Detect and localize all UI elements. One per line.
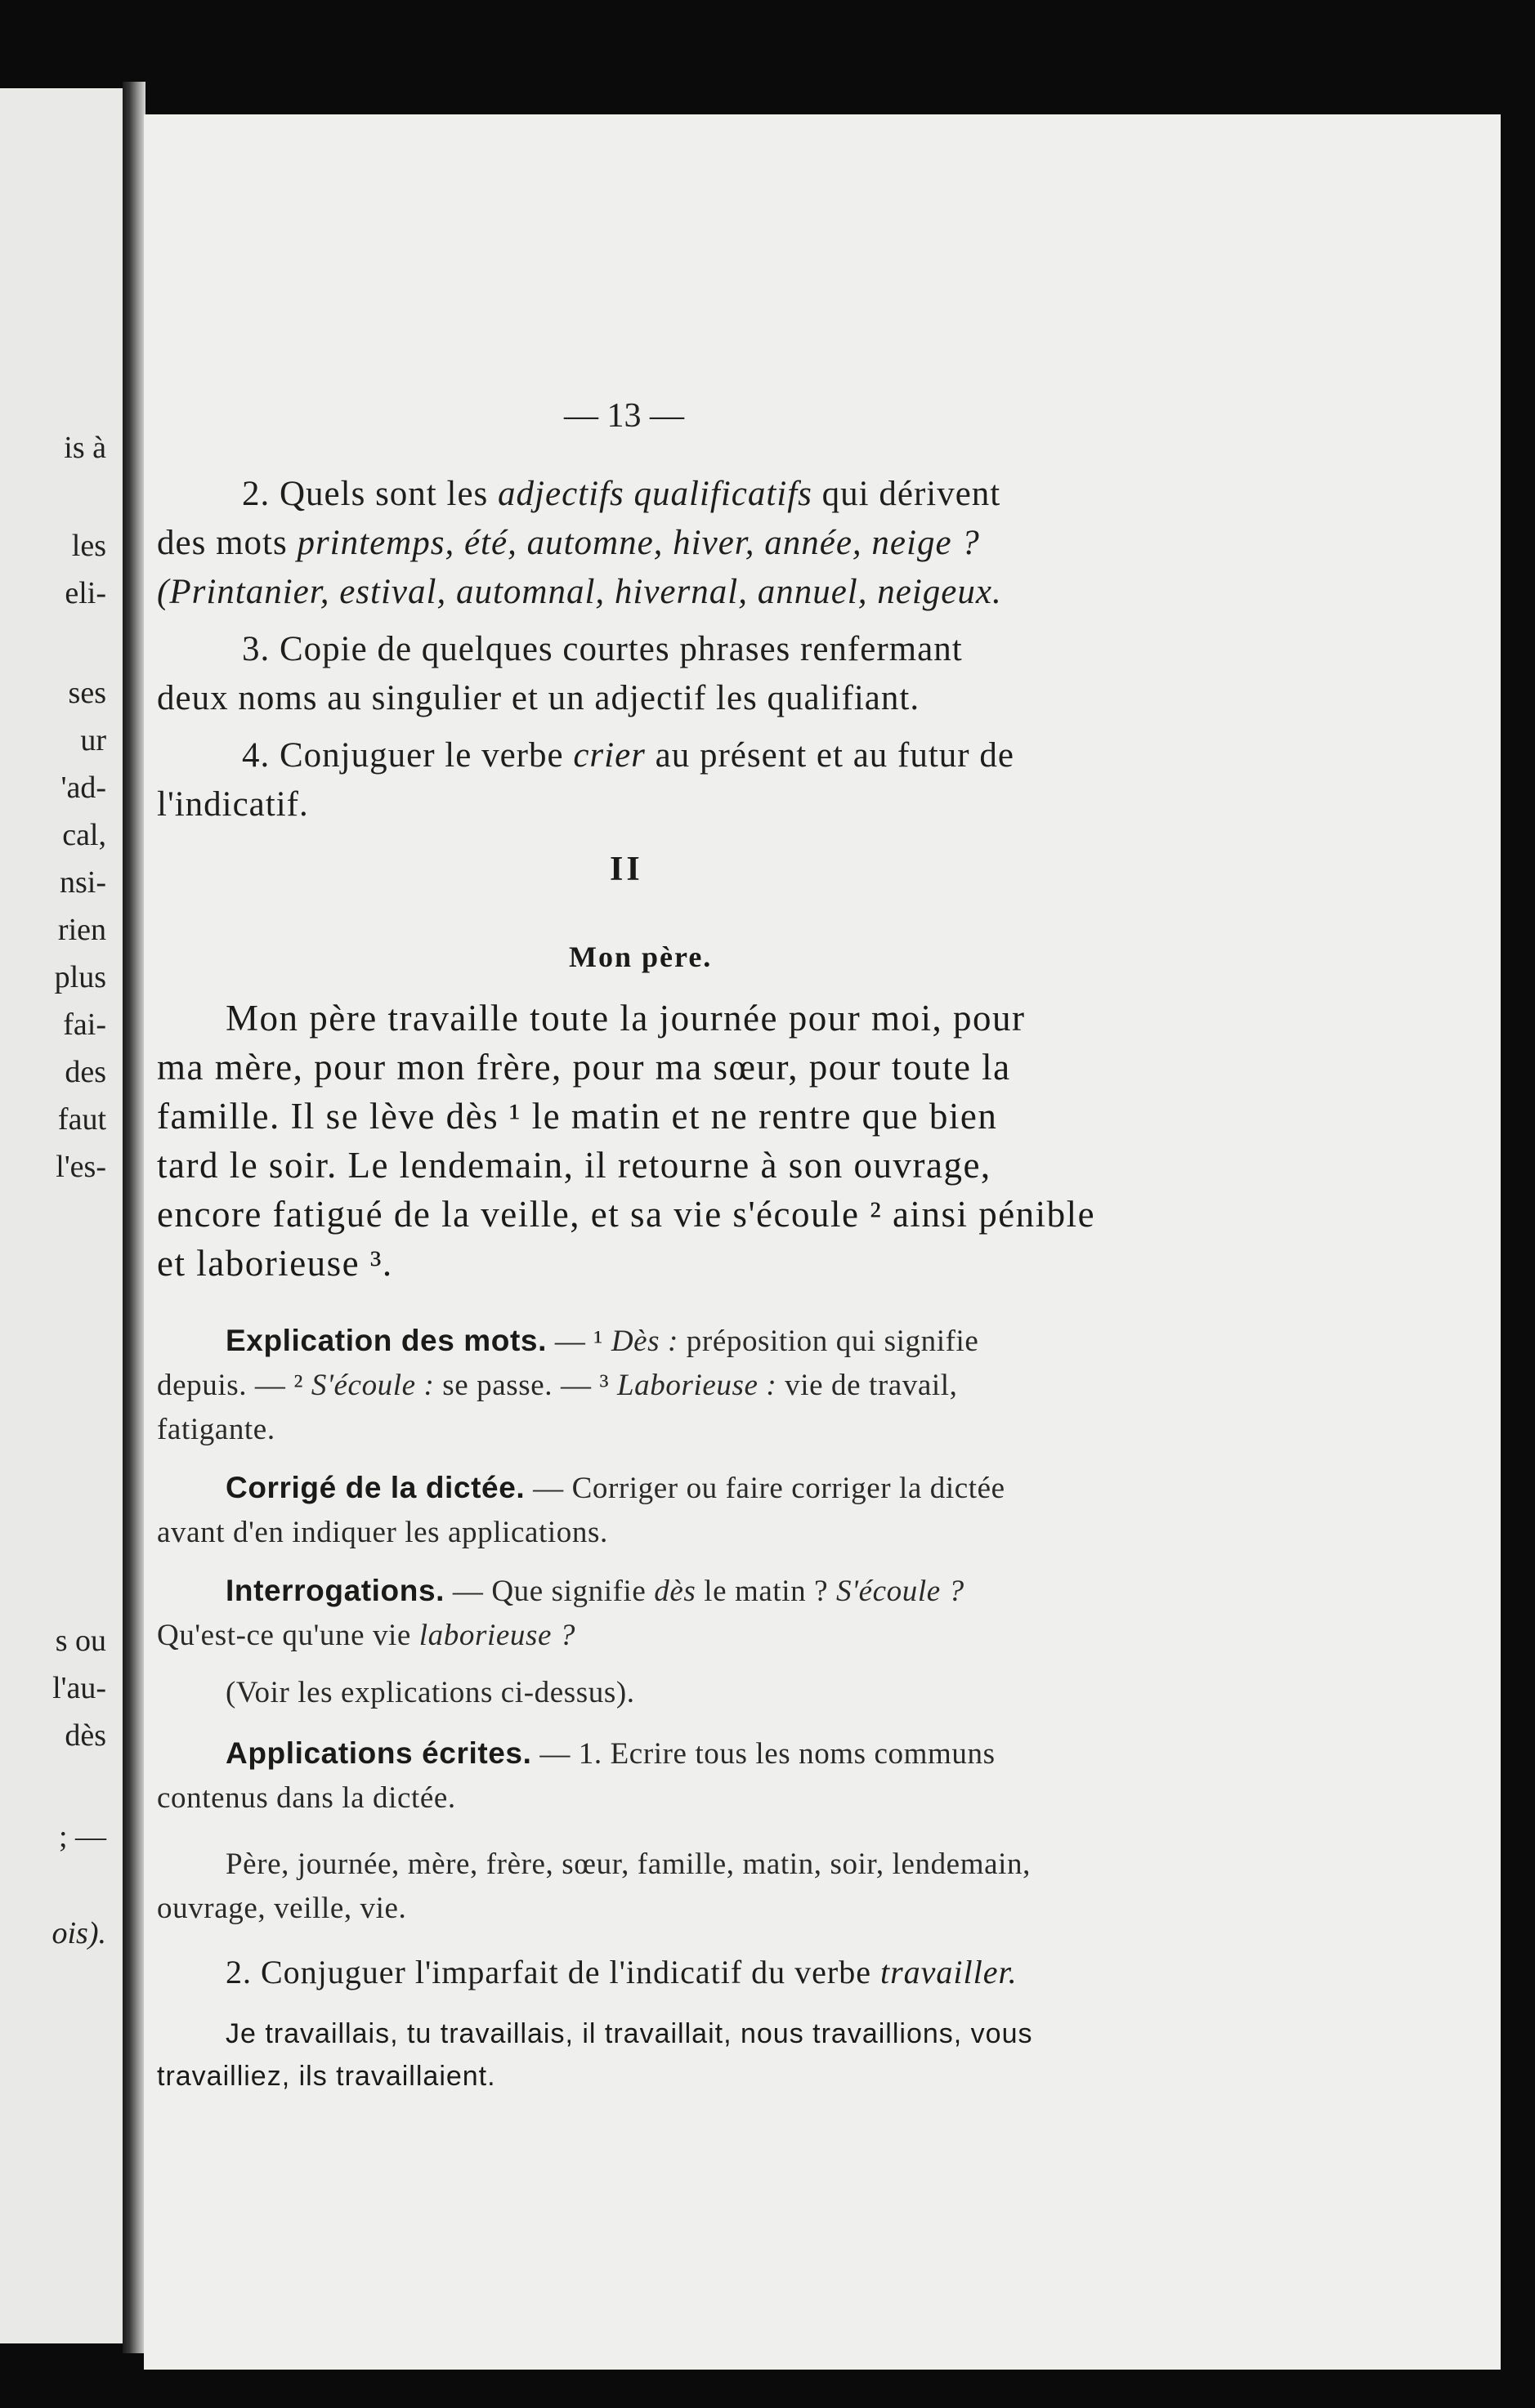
dictation-line: tard le soir. Le lendemain, il retourne à son ouvrage, (157, 1145, 991, 1186)
text-run-italic: S'écoule ? (835, 1575, 964, 1608)
dictation-line: famille. Il se lève dès ¹ le matin et ne rentre que bien (157, 1096, 998, 1137)
dictation-line: et laborieuse ³. (157, 1243, 393, 1284)
text-run: — Corriger ou faire corriger la dictée (525, 1472, 1005, 1505)
corrige-line-2: avant d'en indiquer les applications. (157, 1516, 608, 1549)
left-fragment: l'au- (52, 1671, 106, 1705)
text-run: — 1. Ecrire tous les noms communs (531, 1737, 996, 1771)
text-run: vie de travail, (776, 1369, 958, 1402)
exercise-3-line-1: 3. Copie de quelques courtes phrases renfermant (242, 630, 963, 668)
explication-line-1 (226, 1324, 978, 1359)
exercise-4-line-1 (242, 735, 1014, 775)
book-page (144, 114, 1501, 2370)
applications-exercise-2 (226, 1953, 1018, 1991)
text-run: 2. Conjuguer l'imparfait de l'indicatif du verbe (226, 1954, 880, 1990)
applications-answer-2: ouvrage, veille, vie. (157, 1892, 407, 1925)
left-fragment: rien (57, 913, 106, 947)
applications-line-2: contenus dans la dictée. (157, 1781, 456, 1815)
left-fragment: ses (68, 676, 106, 710)
text-run: préposition qui signifie (678, 1325, 979, 1358)
left-fragment: ois). (51, 1916, 106, 1950)
left-fragment: fai- (63, 1007, 106, 1042)
text-run-italic: crier (573, 736, 646, 775)
left-fragment: s ou (55, 1624, 106, 1658)
exercise-2-line-2 (157, 523, 980, 563)
text-run: — Que signifie (445, 1575, 655, 1608)
explication-heading: Explication des mots. (226, 1324, 547, 1357)
section-number: II (610, 851, 643, 888)
left-fragment: faut (57, 1102, 106, 1137)
applications-line-1 (226, 1736, 996, 1771)
left-fragment: cal, (62, 818, 106, 852)
book-gutter (123, 82, 145, 2353)
left-fragment: nsi- (60, 865, 106, 900)
text-run: le matin ? (696, 1575, 836, 1608)
page-number: — 13 — (564, 397, 684, 435)
left-fragment: l'es- (56, 1150, 106, 1184)
left-fragment: is à (64, 431, 106, 465)
dictation-line: Mon père travaille toute la journée pour moi, pour (226, 998, 1026, 1039)
exercise-2-line-3: (Printanier, estival, automnal, hivernal, annuel, neigeux. (157, 573, 1002, 611)
exercise-3-line-2: deux noms au singulier et un adjectif les qualifiant. (157, 679, 920, 717)
text-run: depuis. — ² (157, 1369, 311, 1402)
text-run: des mots (157, 524, 298, 562)
left-fragment: les (71, 529, 106, 563)
interrogations-line-1 (226, 1574, 964, 1609)
left-fragment: ur (80, 723, 106, 757)
text-run: Qu'est-ce qu'une vie (157, 1619, 419, 1652)
interrogations-line-3: (Voir les explications ci-dessus). (226, 1676, 635, 1709)
text-run: — ¹ (546, 1325, 611, 1358)
text-run-italic: S'écoule : (311, 1369, 435, 1402)
text-run-italic: printemps, été, automne, hiver, année, neige ? (297, 524, 980, 562)
text-run-italic: Dès : (611, 1325, 678, 1358)
conjugation-line-1: Je travaillais, tu travaillais, il travaillait, nous travaillions, vous (226, 2018, 1033, 2049)
left-fragment: plus (54, 960, 106, 994)
left-page-edge (0, 88, 123, 2343)
text-run: 2. Quels sont les (242, 475, 499, 513)
dictation-line: ma mère, pour mon frère, pour ma sœur, pour toute la (157, 1047, 1011, 1088)
left-fragment: dès (65, 1718, 106, 1753)
left-page-fragments (0, 88, 114, 2343)
exercise-4-line-2: l'indicatif. (157, 785, 309, 824)
interrogations-line-2 (157, 1618, 575, 1653)
explication-line-2 (157, 1368, 958, 1403)
text-run: 4. Conjuguer le verbe (242, 736, 574, 775)
exercise-2-line-1 (242, 474, 1000, 514)
interrogations-heading: Interrogations. (226, 1574, 445, 1607)
text-run-italic: travailler. (879, 1954, 1018, 1990)
text-run: qui dérivent (812, 475, 1001, 513)
text-run-italic: Laborieuse : (617, 1369, 777, 1402)
applications-heading: Applications écrites. (226, 1736, 532, 1770)
dictation-line: encore fatigué de la veille, et sa vie s'écoule ² ainsi pénible (157, 1194, 1096, 1235)
corrige-line-1 (226, 1471, 1005, 1506)
text-run: se passe. — ³ (434, 1369, 617, 1402)
text-run-italic: dès (654, 1575, 696, 1608)
conjugation-line-2: travailliez, ils travaillaient. (157, 2061, 496, 2092)
text-run-italic: laborieuse ? (418, 1619, 575, 1652)
left-fragment: 'ad- (60, 771, 106, 805)
left-fragment: des (65, 1055, 106, 1089)
applications-answer-1: Père, journée, mère, frère, sœur, famille, matin, soir, lendemain, (226, 1847, 1031, 1881)
left-fragment: ; — (58, 1820, 106, 1854)
corrige-heading: Corrigé de la dictée. (226, 1471, 526, 1504)
explication-line-3: fatigante. (157, 1413, 275, 1446)
text-run-italic: adjectifs qualificatifs (498, 475, 812, 513)
text-run: au présent et au futur de (645, 736, 1014, 775)
section-title: Mon père. (569, 940, 713, 973)
left-fragment: eli- (65, 576, 106, 610)
